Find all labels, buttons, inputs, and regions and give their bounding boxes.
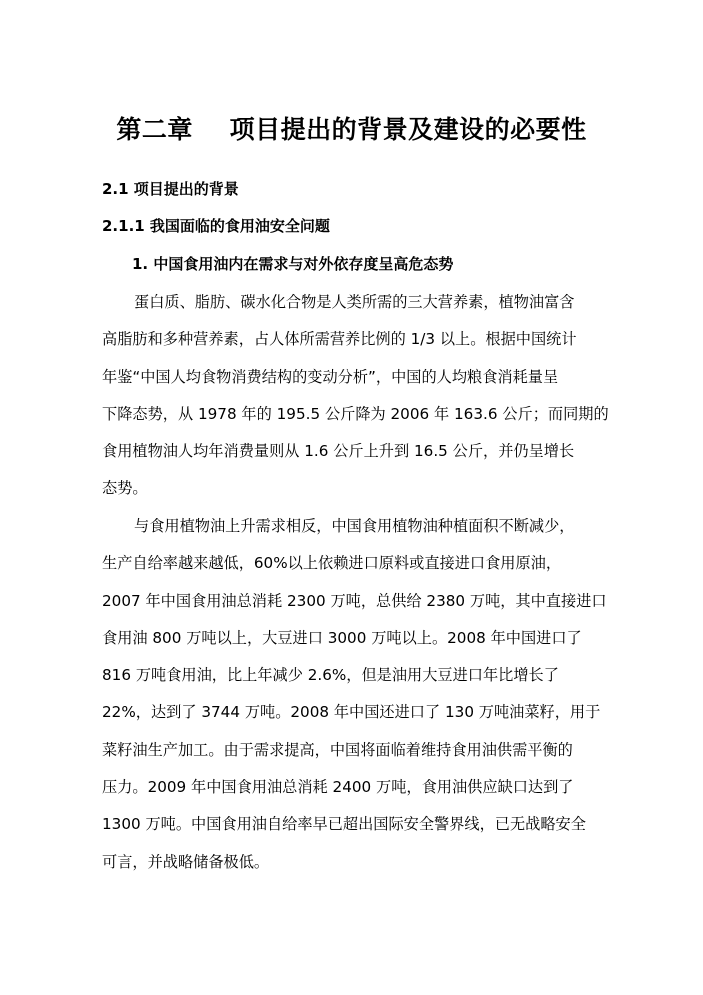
paragraph-line: 压力。2009 年中国食用油总消耗 2400 万吨，食用油供应缺口达到了	[102, 778, 574, 797]
paragraph-line: 年鉴“中国人均食物消费结构的变动分析”，中国的人均粮食消耗量呈	[102, 367, 559, 386]
paragraph-line: 高脂肪和多种营养素，占人体所需营养比例的 1/3 以上。根据中国统计	[102, 330, 577, 349]
chapter-title: 第二章 项目提出的背景及建设的必要性	[116, 115, 587, 144]
paragraph-1	[102, 284, 622, 508]
paragraph-line: 22%，达到了 3744 万吨。2008 年中国还进口了 130 万吨油菜籽，用于	[102, 703, 601, 722]
paragraph-line: 与食用植物油上升需求相反，中国食用植物油种植面积不断减少，	[134, 517, 575, 535]
paragraph-line: 态势。	[102, 479, 148, 498]
paragraph-line: 1300 万吨。中国食用油自给率早已超出国际安全警界线，已无战略安全	[102, 815, 586, 834]
paragraph-line: 食用油 800 万吨以上，大豆进口 3000 万吨以上。2008 年中国进口了	[102, 628, 582, 647]
paragraph-line: 蛋白质、脂肪、碳水化合物是人类所需的三大营养素，植物油富含	[134, 293, 575, 311]
paragraph-line: 可言，并战略储备极低。	[102, 852, 270, 871]
item-heading: 1. 中国食用油内在需求与对外依存度呈高危态势	[132, 255, 454, 273]
paragraph-line: 生产自给率越来越低，60%以上依赖进口原料或直接进口食用原油，	[102, 554, 562, 573]
section-heading: 2.1 项目提出的背景	[102, 180, 239, 198]
paragraph-2	[102, 508, 622, 881]
paragraph-line: 2007 年中国食用油总消耗 2300 万吨，总供给 2380 万吨，其中直接进口	[102, 591, 607, 610]
subsection-heading: 2.1.1 我国面临的食用油安全问题	[102, 217, 330, 235]
paragraph-line: 下降态势，从 1978 年的 195.5 公斤降为 2006 年 163.6 公斤；而同期的	[102, 404, 609, 423]
paragraph-line: 菜籽油生产加工。由于需求提高，中国将面临着维持食用油供需平衡的	[102, 740, 573, 759]
paragraph-line: 食用植物油人均年消费量则从 1.6 公斤上升到 16.5 公斤，并仍呈增长	[102, 442, 575, 461]
paragraph-line: 816 万吨食用油，比上年减少 2.6%，但是油用大豆进口年比增长了	[102, 666, 559, 685]
